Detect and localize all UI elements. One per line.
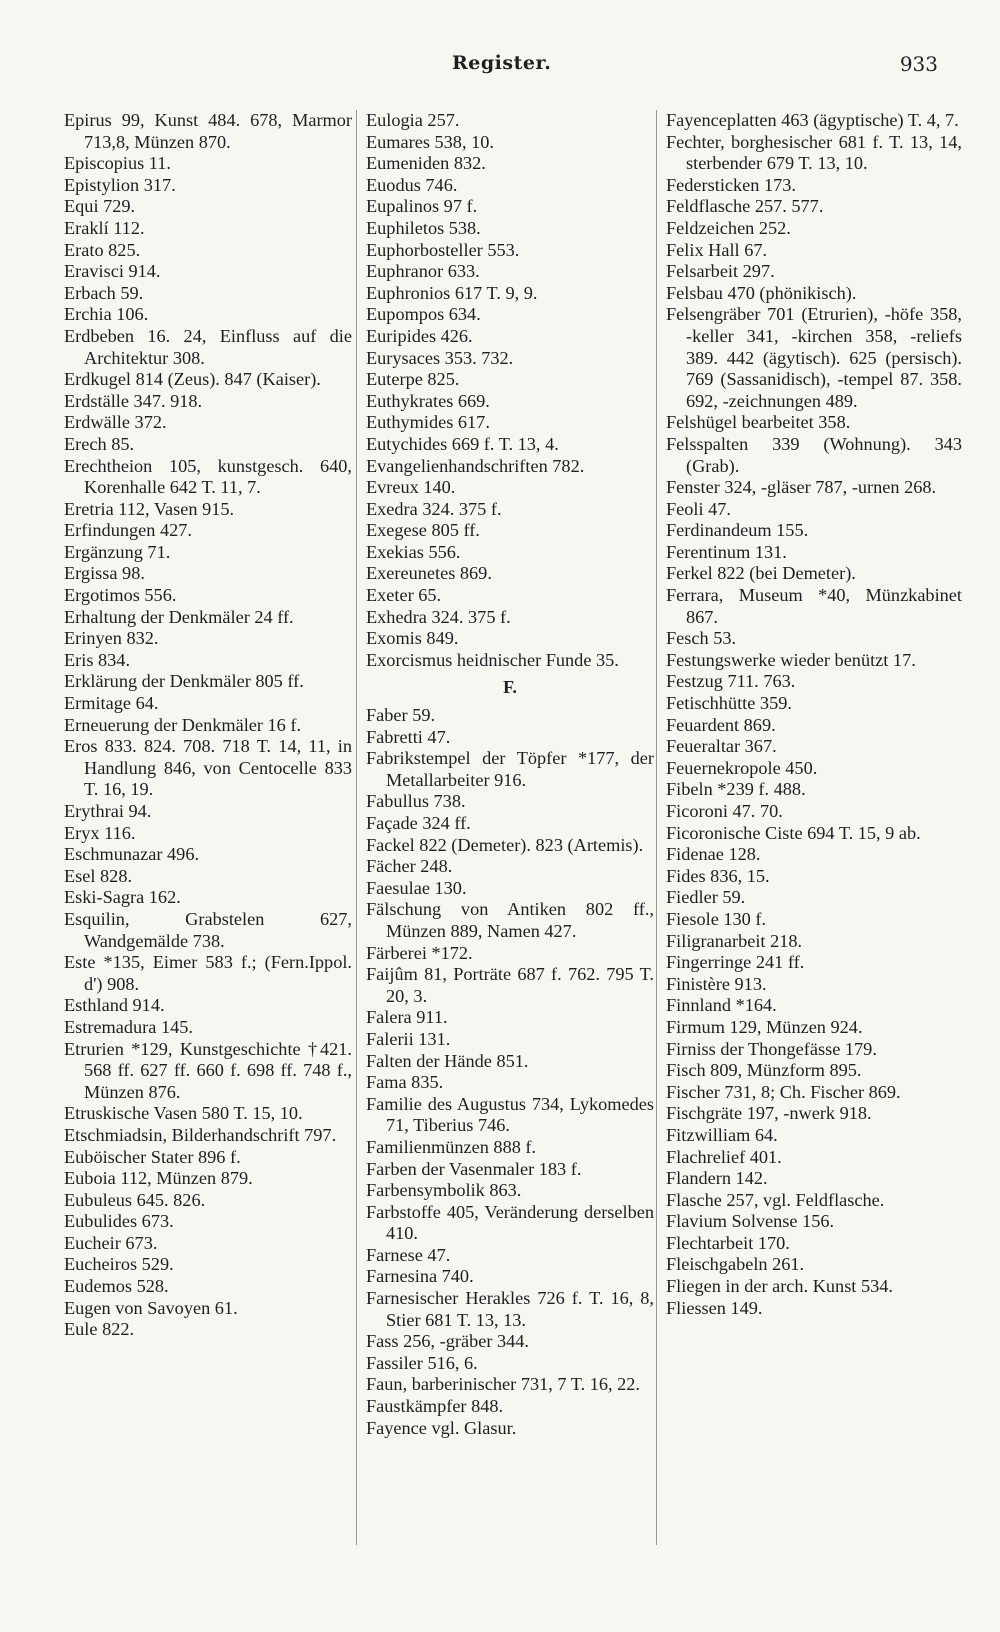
index-entry: Ficoronische Ciste 694 T. 15, 9 ab. bbox=[666, 822, 921, 843]
index-entry: Festungswerke wieder benützt 17. bbox=[666, 649, 916, 670]
index-entry: Erato 825. bbox=[64, 239, 141, 260]
index-entry: Felshügel bearbeitet 358. bbox=[666, 412, 851, 433]
index-entry: Fächer 248. bbox=[366, 856, 453, 877]
index-column-1 bbox=[64, 110, 352, 1341]
index-entry: Ergotimos 556. bbox=[64, 585, 177, 606]
index-entry: Fayenceplatten 463 (ägyptische) T. 4, 7. bbox=[666, 110, 959, 130]
index-entry: Fass 256, -gräber 344. bbox=[366, 1331, 529, 1352]
index-entry: Eski-Sagra 162. bbox=[64, 887, 181, 908]
index-entry: Eucheir 673. bbox=[64, 1232, 158, 1253]
index-entry: Exorcismus heidnischer Funde 35. bbox=[366, 649, 619, 670]
index-entry: Euphiletos 538. bbox=[366, 217, 481, 238]
index-entry: Evangelienhandschriften 782. bbox=[366, 455, 585, 476]
index-entry: Este *135, Eimer 583 f.; (Fern.Ippol. d') 908. bbox=[64, 952, 352, 994]
index-entry: Exeter 65. bbox=[366, 585, 442, 606]
index-entry: Faun, barberinischer 731, 7 T. 16, 22. bbox=[366, 1374, 640, 1395]
index-entry: Ferrara, Museum *40, Münzkabinet 867. bbox=[666, 585, 962, 627]
index-entry: Ferentinum 131. bbox=[666, 541, 787, 562]
index-entry: Eravisci 914. bbox=[64, 261, 161, 282]
index-entry: Esquilin, Grabstelen 627, Wandgemälde 738. bbox=[64, 908, 352, 951]
index-entry: Felsarbeit 297. bbox=[666, 261, 775, 282]
index-entry: Euthymides 617. bbox=[366, 412, 490, 433]
index-entry: Firniss der Thongefässe 179. bbox=[666, 1038, 877, 1059]
index-entry: Faustkämpfer 848. bbox=[366, 1396, 504, 1417]
index-entry: Feldflasche 257. 577. bbox=[666, 196, 824, 217]
index-entry: Finnland *164. bbox=[666, 995, 777, 1016]
index-entry: Etschmiadsin, Bilderhandschrift 797. bbox=[64, 1124, 337, 1145]
index-entry: Erbach 59. bbox=[64, 282, 144, 303]
index-entry: Feueraltar 367. bbox=[666, 736, 777, 757]
index-entry: Felsengräber 701 (Etrurien), -höfe 358, -keller 341, -kirchen 358, -reliefs 389. 442 (ägytisch). 625 (persisch). 769 (Sassanidisch), -tempel 87. 358. 692, -zeichnungen 489. bbox=[666, 304, 962, 411]
index-entry: Fibeln *239 f. 488. bbox=[666, 779, 806, 800]
index-entry: Faber 59. bbox=[366, 705, 436, 726]
index-entry: Faijûm 81, Porträte 687 f. 762. 795 T. 20, 3. bbox=[366, 964, 654, 1006]
index-entry: Euterpe 825. bbox=[366, 369, 460, 390]
running-head-title: Register. bbox=[452, 52, 552, 74]
index-entry: Esel 828. bbox=[64, 865, 133, 886]
index-entry: Exekias 556. bbox=[366, 541, 461, 562]
index-entry: Equi 729. bbox=[64, 196, 136, 217]
index-entry: Felsbau 470 (phönikisch). bbox=[666, 282, 857, 303]
index-entry: Eumeniden 832. bbox=[366, 153, 486, 174]
index-entry: Flasche 257, vgl. Feldflasche. bbox=[666, 1189, 885, 1210]
index-entry: Eretria 112, Vasen 915. bbox=[64, 498, 235, 519]
index-entry: Firmum 129, Münzen 924. bbox=[666, 1016, 863, 1037]
index-entry: Fliessen 149. bbox=[666, 1297, 763, 1318]
index-entry: Fiedler 59. bbox=[666, 887, 746, 908]
index-entry: Feuernekropole 450. bbox=[666, 757, 818, 778]
index-entry: Flechtarbeit 170. bbox=[666, 1232, 790, 1253]
index-entry: Farnesischer Herakles 726 f. T. 16, 8, Stier 681 T. 13, 13. bbox=[366, 1288, 654, 1330]
index-entry: Erinyen 832. bbox=[64, 628, 159, 649]
index-entry: Fenster 324, -gläser 787, -urnen 268. bbox=[666, 477, 937, 498]
index-entry: Euphronios 617 T. 9, 9. bbox=[366, 282, 538, 303]
column-rule-left bbox=[356, 110, 357, 1545]
index-entry: Familienmünzen 888 f. bbox=[366, 1136, 537, 1157]
index-entry: Erhaltung der Denkmäler 24 ff. bbox=[64, 606, 294, 627]
index-entry: Feoli 47. bbox=[666, 498, 732, 519]
index-entry: Ficoroni 47. 70. bbox=[666, 801, 783, 821]
index-entry: Färberei *172. bbox=[366, 942, 473, 963]
index-entry: Eupalinos 97 f. bbox=[366, 196, 478, 217]
index-entry: Falera 911. bbox=[366, 1007, 448, 1028]
index-entry: Eurysaces 353. 732. bbox=[366, 347, 514, 368]
index-entry: Erfindungen 427. bbox=[64, 520, 192, 541]
index-entry: Fabullus 738. bbox=[366, 791, 466, 812]
index-entry: Fälschung von Antiken 802 ff., Münzen 889, Namen 427. bbox=[366, 899, 654, 941]
column-rule-right bbox=[656, 110, 657, 1545]
index-column-3 bbox=[666, 110, 962, 1319]
index-entry: Erneuerung der Denkmäler 16 f. bbox=[64, 714, 302, 735]
index-entry: Euböischer Stater 896 f. bbox=[64, 1146, 241, 1167]
index-entry: Epirus 99, Kunst 484. 678, Marmor 713,8, Münzen 870. bbox=[64, 110, 352, 152]
index-entry: Faesulae 130. bbox=[366, 877, 467, 898]
index-entry: Farbstoffe 405, Veränderung derselben 410. bbox=[366, 1201, 654, 1244]
index-entry: Farben der Vasenmaler 183 f. bbox=[366, 1158, 582, 1179]
index-entry: Fisch 809, Münzform 895. bbox=[666, 1060, 862, 1081]
index-entry: Ermitage 64. bbox=[64, 693, 159, 714]
index-entry: Erechtheion 105, kunstgesch. 640, Korenhalle 642 T. 11, 7. bbox=[64, 455, 352, 498]
index-entry: Eucheiros 529. bbox=[64, 1254, 174, 1275]
index-entry: Farnese 47. bbox=[366, 1244, 451, 1265]
index-entry: Erythrai 94. bbox=[64, 801, 152, 821]
index-entry: Eryx 116. bbox=[64, 822, 136, 843]
index-entry: Fiesole 130 f. bbox=[666, 908, 767, 929]
index-entry: Erchia 106. bbox=[64, 304, 149, 325]
index-entry: Erech 85. bbox=[64, 433, 135, 454]
index-entry: Façade 324 ff. bbox=[366, 813, 471, 833]
index-entry: Euphorbosteller 553. bbox=[366, 239, 520, 260]
index-entry: Fleischgabeln 261. bbox=[666, 1254, 805, 1275]
index-entry: Erdställe 347. 918. bbox=[64, 390, 203, 411]
index-entry: Felix Hall 67. bbox=[666, 239, 768, 260]
running-head bbox=[0, 52, 1000, 82]
index-entry: Familie des Augustus 734, Lykomedes 71, Tiberius 746. bbox=[366, 1093, 654, 1136]
index-entry: Fides 836, 15. bbox=[666, 865, 770, 886]
index-entry: Exhedra 324. 375 f. bbox=[366, 606, 511, 627]
index-entry: Felsspalten 339 (Wohnung). 343 (Grab). bbox=[666, 433, 962, 476]
index-entry: Eutychides 669 f. T. 13, 4. bbox=[366, 433, 559, 454]
index-entry: Episcopius 11. bbox=[64, 153, 171, 174]
index-column-2 bbox=[366, 110, 654, 1439]
page-number: 933 bbox=[899, 52, 938, 76]
index-entry: Erdkugel 814 (Zeus). 847 (Kaiser). bbox=[64, 369, 321, 390]
index-entry: Falten der Hände 851. bbox=[366, 1050, 529, 1071]
index-entry: Estremadura 145. bbox=[64, 1016, 193, 1037]
index-entry: Ferdinandeum 155. bbox=[666, 520, 809, 541]
index-entry: Flavium Solvense 156. bbox=[666, 1211, 835, 1232]
index-entry: Eris 834. bbox=[64, 649, 131, 670]
index-entry: Eubuleus 645. 826. bbox=[64, 1189, 206, 1210]
index-entry: Euodus 746. bbox=[366, 174, 458, 195]
index-entry: Fama 835. bbox=[366, 1072, 444, 1093]
index-entry: Eumares 538, 10. bbox=[366, 131, 494, 152]
index-entry: Fingerringe 241 ff. bbox=[666, 952, 805, 973]
index-entry: Exereunetes 869. bbox=[366, 563, 492, 584]
index-entry: Euripides 426. bbox=[366, 325, 473, 346]
index-entry: Fesch 53. bbox=[666, 628, 737, 649]
section-letter-heading: F. bbox=[503, 677, 517, 698]
index-entry: Euthykrates 669. bbox=[366, 390, 490, 411]
index-entry: Exegese 805 ff. bbox=[366, 520, 480, 541]
index-entry: Esthland 914. bbox=[64, 995, 165, 1016]
index-entry: Etruskische Vasen 580 T. 15, 10. bbox=[64, 1103, 303, 1124]
index-entry: Farnesina 740. bbox=[366, 1266, 474, 1287]
index-entry: Fabretti 47. bbox=[366, 726, 451, 747]
index-entry: Ergänzung 71. bbox=[64, 541, 171, 562]
index-entry: Euphranor 633. bbox=[366, 261, 480, 282]
index-entry: Festzug 711. 763. bbox=[666, 671, 796, 692]
index-entry: Eugen von Savoyen 61. bbox=[64, 1297, 238, 1318]
index-entry: Eschmunazar 496. bbox=[64, 844, 200, 865]
index-entry: Ferkel 822 (bei Demeter). bbox=[666, 563, 856, 584]
index-entry: Eudemos 528. bbox=[64, 1276, 169, 1297]
index-entry: Eupompos 634. bbox=[366, 304, 481, 325]
index-entry: Fabrikstempel der Töpfer *177, der Metallarbeiter 916. bbox=[366, 748, 654, 790]
index-entry: Fechter, borghesischer 681 f. T. 13, 14, sterbender 679 T. 13, 10. bbox=[666, 131, 962, 174]
index-entry: Fackel 822 (Demeter). 823 (Artemis). bbox=[366, 834, 644, 855]
index-entry: Epistylion 317. bbox=[64, 174, 176, 195]
index-entry: Exedra 324. 375 f. bbox=[366, 498, 502, 519]
index-entry: Finistère 913. bbox=[666, 973, 767, 994]
index-entry: Falerii 131. bbox=[366, 1028, 451, 1049]
index-entry: Feuardent 869. bbox=[666, 714, 776, 735]
index-entry: Farbensymbolik 863. bbox=[366, 1180, 522, 1201]
index-entry: Eraklí 112. bbox=[64, 217, 145, 238]
index-entry: Exomis 849. bbox=[366, 628, 459, 649]
index-entry: Eule 822. bbox=[64, 1319, 135, 1340]
index-entry: Fayence vgl. Glasur. bbox=[366, 1417, 517, 1438]
index-entry: Fetischhütte 359. bbox=[666, 693, 792, 714]
index-entry: Eros 833. 824. 708. 718 T. 14, 11, in Handlung 846, von Centocelle 833 T. 16, 19. bbox=[64, 736, 352, 800]
index-entry: Eulogia 257. bbox=[366, 110, 460, 130]
index-entry: Flandern 142. bbox=[666, 1168, 768, 1189]
index-entry: Fischer 731, 8; Ch. Fischer 869. bbox=[666, 1081, 901, 1102]
index-entry: Ergissa 98. bbox=[64, 563, 145, 584]
index-entry: Federsticken 173. bbox=[666, 174, 796, 195]
index-entry: Eubulides 673. bbox=[64, 1211, 174, 1232]
index-entry: Fassiler 516, 6. bbox=[366, 1352, 478, 1373]
index-entry: Erdwälle 372. bbox=[64, 412, 167, 433]
index-entry: Fidenae 128. bbox=[666, 844, 761, 865]
index-entry: Fitzwilliam 64. bbox=[666, 1124, 778, 1145]
index-entry: Erklärung der Denkmäler 805 ff. bbox=[64, 671, 304, 692]
index-entry: Feldzeichen 252. bbox=[666, 217, 791, 238]
index-entry: Flachrelief 401. bbox=[666, 1146, 782, 1167]
index-entry: Filigranarbeit 218. bbox=[666, 930, 803, 951]
index-entry: Erdbeben 16. 24, Einfluss auf die Architektur 308. bbox=[64, 325, 352, 368]
index-entry: Fischgräte 197, -nwerk 918. bbox=[666, 1103, 872, 1124]
index-entry: Evreux 140. bbox=[366, 477, 456, 498]
index-entry: Euboia 112, Münzen 879. bbox=[64, 1168, 253, 1189]
index-entry: Etrurien *129, Kunstgeschichte †421. 568 ff. 627 ff. 660 f. 698 ff. 748 f., Münzen 876. bbox=[64, 1038, 352, 1102]
index-entry: Fliegen in der arch. Kunst 534. bbox=[666, 1276, 893, 1297]
